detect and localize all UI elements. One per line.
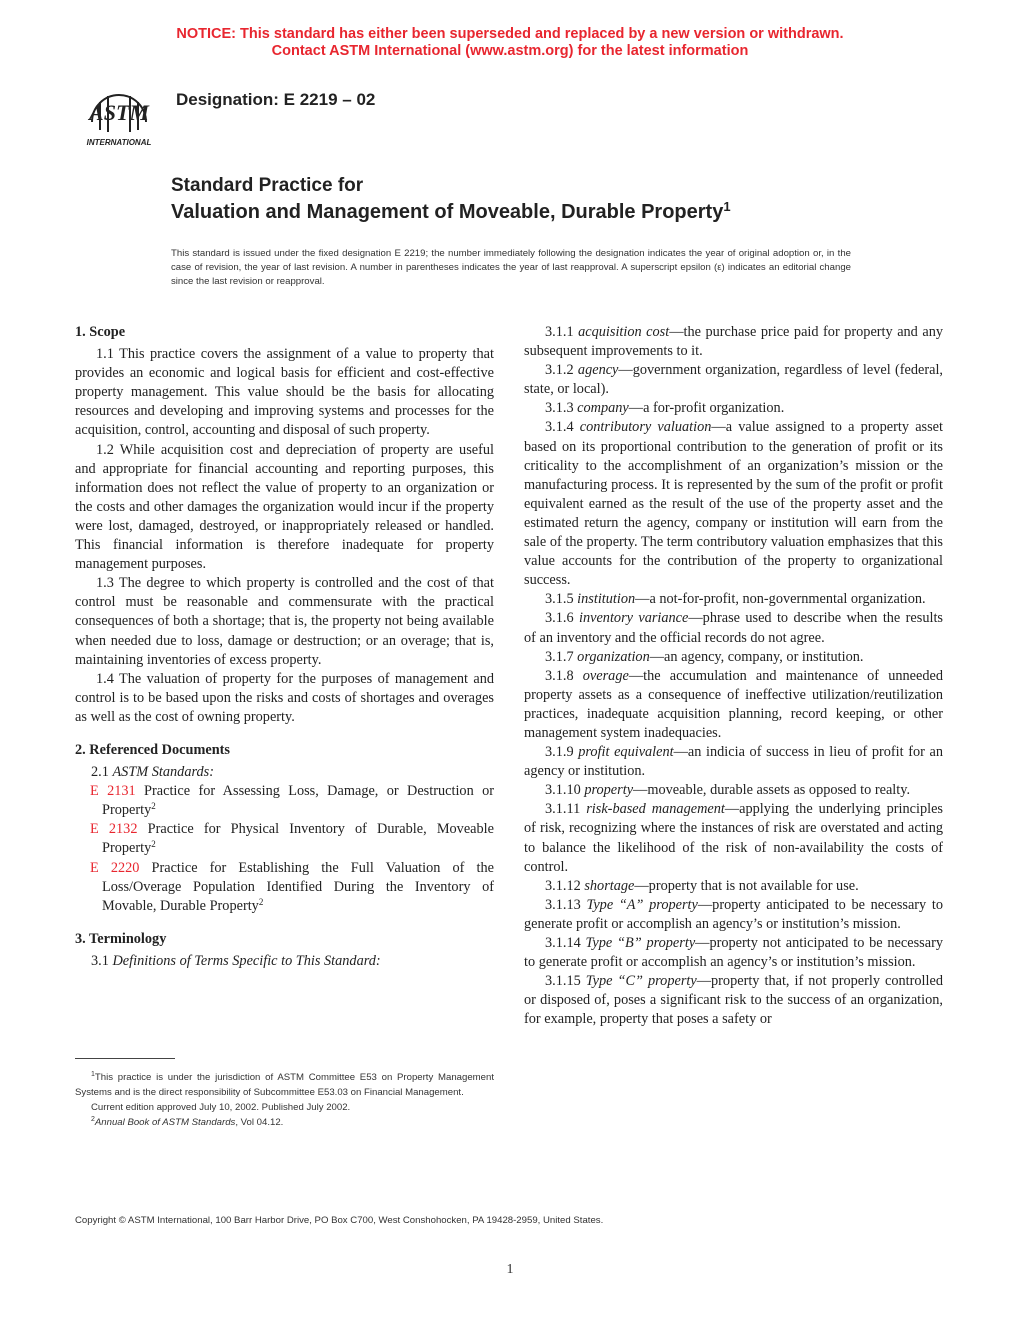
definition-num: 3.1.12 [545, 877, 581, 894]
definition-term: agency [577, 362, 619, 379]
footnote-2-book: Annual Book of ASTM Standards [94, 1117, 236, 1128]
definition-item: 3.1.1 acquisition cost—the purchase price paid for property and any subsequent improvements to it. [524, 324, 943, 360]
designation: Designation: E 2219 – 02 [176, 90, 376, 109]
reference-code-link[interactable]: E 2220 [90, 859, 140, 876]
definition-term: company [577, 400, 629, 417]
definition-term: overage [582, 667, 629, 684]
definition-text: the purchase price paid for property and any subsequent improvements to it. [524, 324, 943, 360]
definition-term: organization [577, 648, 650, 665]
definition-item: 3.1.3 company—a for-profit organization. [545, 400, 785, 417]
copyright: Copyright © ASTM International, 100 Barr Harbor Drive, PO Box C700, West Conshohocken, PA 19428-2959, United States. [75, 1215, 604, 1226]
footnote-2-mark: 2 [91, 1116, 95, 1123]
definition-num: 3.1.7 [545, 648, 574, 665]
definition-term: profit equivalent [578, 744, 674, 761]
definition-num: 3.1.2 [545, 362, 574, 379]
footnote-1 [75, 1070, 494, 1100]
definition-item: 3.1.11 risk-based management—applying the underlying principles of risk, recognizing where the instances of risk are overstated and acting to balance the likelihood of the risk of non-availability the costs of control. [524, 801, 943, 875]
page-number: 1 [506, 1262, 514, 1277]
title-line-2 [171, 199, 731, 224]
notice-line-1: NOTICE: This standard has either been superseded and replaced by a new version or withdrawn. [176, 26, 844, 42]
reference-item [75, 859, 494, 916]
definition-item: 3.1.5 institution—a not-for-profit, non-governmental organization. [545, 591, 926, 608]
reference-title: Practice for Assessing Loss, Damage, or Destruction or Property [102, 783, 494, 819]
logo-subtitle: INTERNATIONAL [86, 138, 152, 147]
reference-code-link[interactable]: E 2131 [90, 783, 136, 800]
withdrawal-notice [0, 26, 1020, 60]
definition-text: a value assigned to a property asset based on its proportional contribution to the generation of profit or its criticality to the accomplishment of an organization’s mission or the manufacturing process. It is represented by the sum of the profit or profit equivalent earned as the result of the use of the property asset and the estimated return the agency, company or institution will earn from the sale of the property. The term contributory valuation emphasizes that this value accounts for the contribution of the property to organizational success. [524, 419, 943, 589]
definition-num: 3.1.15 [545, 973, 581, 990]
definition-num: 3.1.13 [545, 896, 581, 913]
definition-term: institution [577, 591, 636, 608]
footnotes [75, 1070, 494, 1130]
definition-item: 3.1.10 property—moveable, durable assets as opposed to realty. [545, 782, 911, 799]
scope-1-1: 1.1 This practice covers the assignment of a value to property that provides an economic and logical basis for efficient and cost-effective property management. This value should be the basis for allocating resources and developing and improving systems and processes for the acquisition, control, accounting and disposal of such property. [75, 346, 494, 439]
definition-num: 3.1.4 [545, 419, 574, 436]
definition-text: a not-for-profit, non-governmental organization. [649, 591, 926, 608]
astm-logo-icon [78, 82, 160, 148]
left-column [75, 323, 494, 971]
definition-term: Type “C” property [585, 973, 697, 990]
reference-code-link[interactable]: E 2132 [90, 821, 138, 838]
title-text: Valuation and Management of Moveable, Durable Property [171, 201, 724, 223]
scope-1-3: 1.3 The degree to which property is controlled and the cost of that control must be reasonable and commensurate with the practical consequences of both a shortage; that is, the property not being available when needed due to loss, damage or destruction; or an overage; that is, maintaining inventories of excess property. [75, 575, 494, 668]
definition-term: Type “A” property [586, 896, 698, 913]
definition-text: a for-profit organization. [643, 400, 785, 417]
terminology-heading: 3. Terminology [75, 930, 167, 947]
definition-num: 3.1.14 [545, 935, 581, 951]
definition-item: 3.1.13 Type “A” property—property anticipated to be necessary to generate profit or accomplish an agency’s or institution’s mission. [524, 896, 944, 932]
reference-item [75, 782, 494, 820]
reference-title: Practice for Physical Inventory of Durable, Moveable Property [102, 821, 494, 857]
right-column [524, 323, 943, 1029]
definition-num: 3.1.1 [545, 324, 574, 340]
reference-footnote-mark: 2 [151, 801, 156, 812]
definitions-num: 3.1 [91, 952, 109, 969]
definition-num: 3.1.11 [545, 801, 581, 818]
reference-title: Practice for Establishing the Full Valuation of the Loss/Overage Population Identified During the Inventory of Movable, Durable Property [102, 859, 494, 914]
definition-text: phrase used to describe when the results of an inventory and the official records do not agree. [524, 610, 943, 646]
definition-text: the accumulation and maintenance of unneeded property assets as a consequence of ineffective utilization/reutilization practices, inadequate acquisition planning, record keeping, or other management system inadequacies. [524, 667, 943, 741]
astm-standards-title: ASTM Standards: [112, 764, 214, 781]
referenced-heading: 2. Referenced Documents [75, 741, 230, 758]
issued-note: This standard is issued under the fixed designation E 2219; the number immediately following the designation indicates the year of original adoption or, in the case of revision, the year of last revision. A number in parentheses indicates the year of last reapproval. A superscript epsilon (ε) indicates an editorial change since the last revision or reapproval. [171, 248, 851, 287]
reference-footnote-mark: 2 [151, 839, 156, 850]
logo-wordmark: ASTM [89, 100, 149, 125]
reference-item [75, 820, 494, 858]
footnote-2-volume: , Vol 04.12. [235, 1117, 284, 1128]
definition-text: property not anticipated to be necessary to generate profit or accomplish an agency’s or institution’s mission. [524, 935, 943, 971]
definition-term: property [584, 782, 634, 799]
definition-term: Type “B” property [585, 935, 696, 951]
definition-text: property that, if not properly controlled or disposed of, poses a significant risk to the success of an organization, for example, property that poses a safety or [524, 973, 943, 1028]
reference-footnote-mark: 2 [258, 896, 264, 907]
scope-1-2: 1.2 While acquisition cost and depreciation of property are useful and appropriate for financial accounting and reporting purposes, this information does not reflect the value of property to an organization or the costs and other damages the organization would incur if the property were lost, damaged, destroyed, or inappropriately released or handled. This financial information is therefore inadequate for property management purposes. [75, 441, 494, 573]
definition-term: risk-based management [586, 801, 725, 818]
definition-text: government organization, regardless of level (federal, state, or local). [524, 362, 943, 398]
footnote-divider [75, 1058, 175, 1059]
definition-item: 3.1.14 Type “B” property—property not anticipated to be necessary to generate profit or accomplish an agency’s or institution’s mission. [524, 935, 943, 971]
definition-num: 3.1.9 [545, 744, 574, 761]
astm-standards-num: 2.1 [91, 764, 109, 781]
title-footnote-mark: 1 [723, 199, 731, 214]
definition-text: an agency, company, or institution. [664, 648, 864, 665]
definition-num: 3.1.5 [545, 591, 574, 608]
definition-num: 3.1.3 [545, 400, 574, 417]
notice-line-2: Contact ASTM International (www.astm.org) for the latest information [271, 43, 749, 59]
definition-item: 3.1.15 Type “C” property—property that, if not properly controlled or disposed of, poses a significant risk to the success of an organization, for example, property that poses a safety or [524, 973, 943, 1028]
footnote-2 [75, 1115, 494, 1130]
scope-1-4: 1.4 The valuation of property for the purposes of management and control is to be based upon the risks and costs of shortages and overages as well as the cost of owning property. [75, 670, 494, 725]
definition-item: 3.1.9 profit equivalent—an indicia of success in lieu of profit for an agency or institution. [524, 744, 944, 780]
footnote-1-text: This practice is under the jurisdiction of ASTM Committee E53 on Property Management Systems and is the direct responsibility of Subcommittee E53.03 on Financial Management. [75, 1072, 494, 1098]
footnote-1-mark: 1 [91, 1071, 95, 1078]
definition-text: property that is not available for use. [648, 877, 859, 894]
astm-standards-subheading [75, 763, 494, 782]
definition-item: 3.1.7 organization—an agency, company, or institution. [545, 648, 864, 665]
definitions-title: Definitions of Terms Specific to This Standard: [112, 952, 381, 969]
footnote-1-approval: Current edition approved July 10, 2002. Published July 2002. [91, 1102, 351, 1113]
definition-text: applying the underlying principles of risk, recognizing where the instances of risk are overstated and acting to balance the likelihood of the risk of non-availability the costs of control. [524, 801, 943, 875]
definition-text: an indicia of success in lieu of profit for an agency or institution. [524, 744, 944, 780]
definition-text: moveable, durable assets as opposed to realty. [647, 782, 911, 799]
scope-heading: 1. Scope [75, 324, 126, 340]
definition-term: inventory variance [578, 610, 689, 627]
title-line-1: Standard Practice for [171, 175, 364, 196]
definition-num: 3.1.10 [545, 782, 581, 799]
definition-item: 3.1.6 inventory variance—phrase used to describe when the results of an inventory and the official records do not agree. [524, 610, 943, 646]
definition-term: contributory valuation [579, 419, 712, 436]
definitions-subheading [75, 952, 494, 971]
definition-item: 3.1.4 contributory valuation—a value assigned to a property asset based on its proportional contribution to the generation of profit or its criticality to the accomplishment of an organization’s mission or the manufacturing process. It is represented by the sum of the profit or profit equivalent earned as the result of the use of the property asset and the estimated return the agency, company or institution will earn from the sale of the property. The term contributory valuation emphasizes that this value accounts for the contribution of the property to organizational success. [524, 419, 943, 589]
definition-num: 3.1.8 [545, 667, 574, 684]
definition-term: acquisition cost [578, 324, 670, 340]
definition-item: 3.1.12 shortage—property that is not available for use. [545, 877, 859, 894]
definition-item: 3.1.8 overage—the accumulation and maintenance of unneeded property assets as a consequence of ineffective utilization/reutilization practices, inadequate acquisition planning, record keeping, or other management system inadequacies. [524, 667, 943, 741]
definition-text: property anticipated to be necessary to generate profit or accomplish an agency’s or institution’s mission. [524, 896, 944, 932]
definition-num: 3.1.6 [545, 610, 574, 627]
definition-term: shortage [584, 877, 635, 894]
definition-item: 3.1.2 agency—government organization, regardless of level (federal, state, or local). [524, 362, 943, 398]
